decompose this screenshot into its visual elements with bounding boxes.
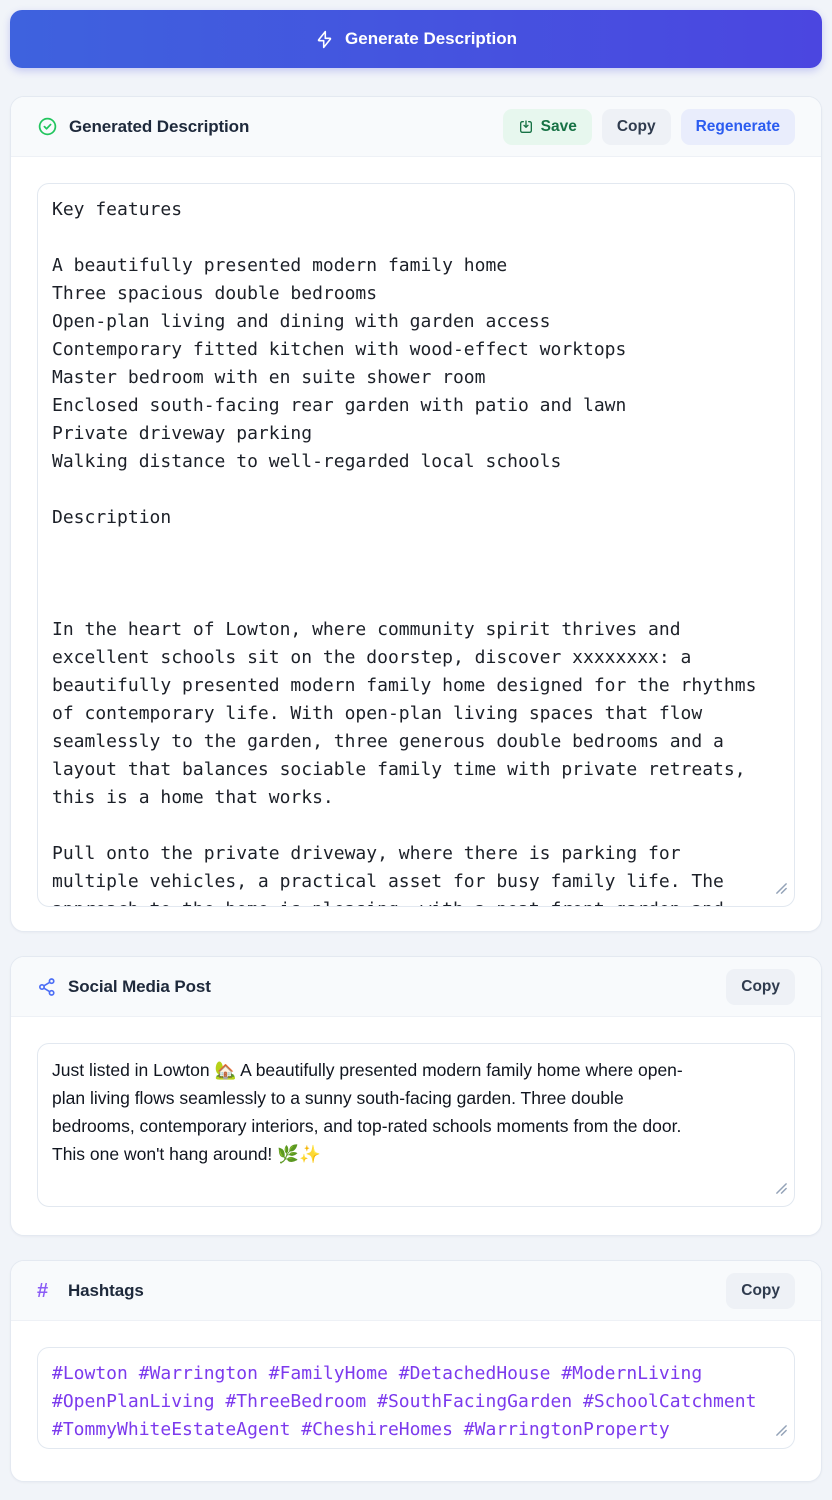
- social-media-post-card: [10, 956, 822, 1236]
- social-post-textarea[interactable]: [37, 1043, 795, 1207]
- regenerate-button-label: Regenerate: [695, 117, 780, 135]
- generated-description-title: Generated Description: [69, 116, 250, 136]
- copy-social-label: Copy: [741, 977, 780, 995]
- hashtags-actions: [726, 1273, 795, 1309]
- copy-button-label: Copy: [616, 117, 656, 135]
- hashtags-textarea[interactable]: [37, 1347, 795, 1449]
- hashtags-header: [11, 1261, 821, 1321]
- description-textarea[interactable]: [37, 183, 795, 907]
- generate-description-button[interactable]: [10, 10, 822, 68]
- generate-button-label: Generate Description: [345, 29, 517, 48]
- social-media-post-header: [11, 957, 821, 1017]
- copy-hashtags-button[interactable]: [726, 1273, 795, 1309]
- generated-description-body: [11, 157, 821, 931]
- copy-social-post-button[interactable]: [726, 969, 795, 1005]
- social-media-post-body: [11, 1017, 821, 1235]
- social-actions: [726, 969, 795, 1005]
- regenerate-button[interactable]: [681, 109, 795, 145]
- description-actions: [503, 109, 795, 145]
- check-circle-icon: [37, 116, 58, 137]
- hashtags-title: Hashtags: [68, 1280, 144, 1300]
- save-button-label: Save: [540, 117, 577, 135]
- hash-icon: #: [37, 1279, 49, 1302]
- hashtags-body: [11, 1321, 821, 1481]
- generated-description-header: [11, 97, 821, 157]
- generated-description-card: [10, 96, 822, 932]
- copy-hashtags-label: Copy: [741, 1281, 780, 1299]
- lightning-icon: [315, 30, 334, 49]
- save-button[interactable]: [503, 109, 592, 145]
- share-nodes-icon: [37, 977, 57, 997]
- save-icon: [518, 119, 534, 135]
- copy-description-button[interactable]: [602, 109, 671, 145]
- hashtags-card: [10, 1260, 822, 1482]
- social-media-post-title: Social Media Post: [68, 976, 211, 996]
